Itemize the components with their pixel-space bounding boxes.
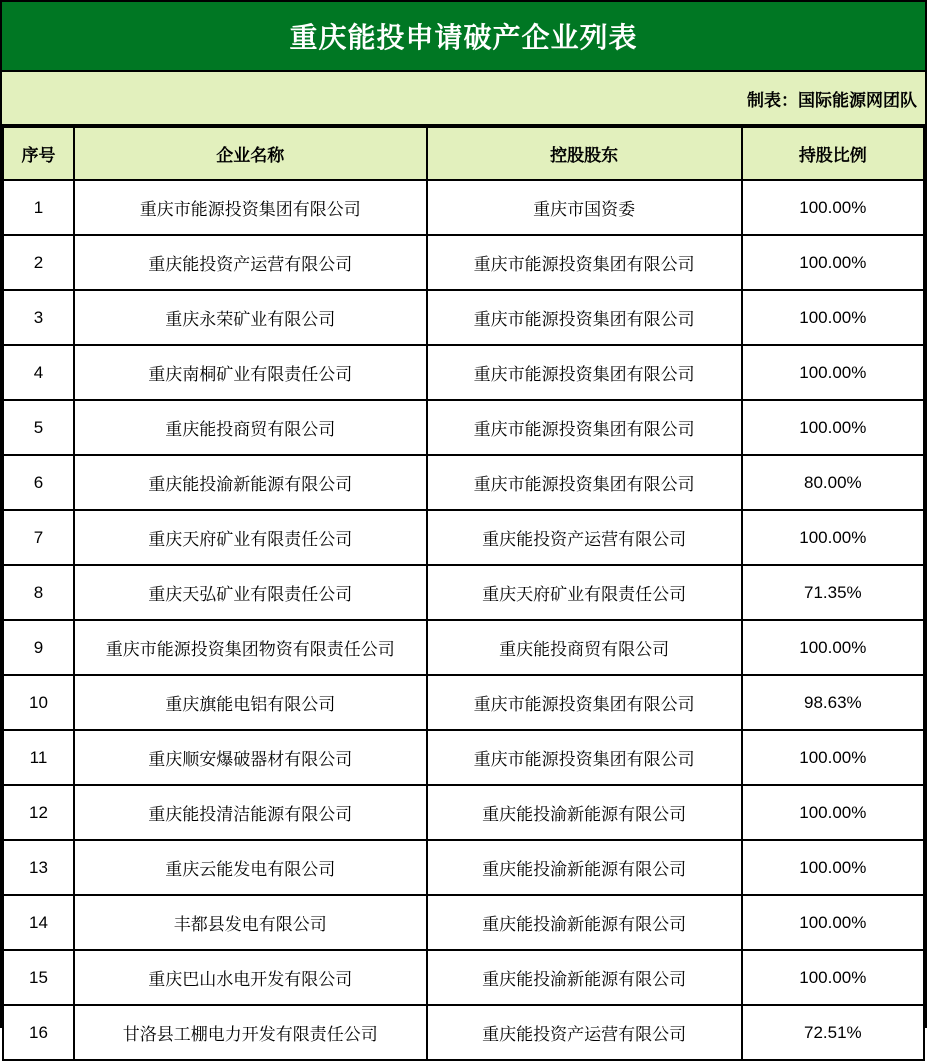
column-header-index: 序号 bbox=[3, 127, 74, 180]
cell-index: 15 bbox=[3, 950, 74, 1005]
cell-company-name: 重庆旗能电铝有限公司 bbox=[74, 675, 427, 730]
cell-controlling-shareholder: 重庆市能源投资集团有限公司 bbox=[427, 730, 742, 785]
cell-index: 12 bbox=[3, 785, 74, 840]
cell-index: 8 bbox=[3, 565, 74, 620]
cell-shareholding-ratio: 100.00% bbox=[742, 235, 924, 290]
byline-row bbox=[2, 72, 925, 126]
table-row bbox=[3, 455, 924, 510]
column-header-shareholding-ratio: 持股比例 bbox=[742, 127, 924, 180]
cell-controlling-shareholder: 重庆能投渝新能源有限公司 bbox=[427, 840, 742, 895]
table-row bbox=[3, 565, 924, 620]
cell-company-name: 重庆顺安爆破器材有限公司 bbox=[74, 730, 427, 785]
cell-company-name: 甘洛县工棚电力开发有限责任公司 bbox=[74, 1005, 427, 1060]
table-row bbox=[3, 290, 924, 345]
cell-controlling-shareholder: 重庆市能源投资集团有限公司 bbox=[427, 400, 742, 455]
cell-shareholding-ratio: 100.00% bbox=[742, 510, 924, 565]
cell-shareholding-ratio: 100.00% bbox=[742, 345, 924, 400]
cell-controlling-shareholder: 重庆市能源投资集团有限公司 bbox=[427, 455, 742, 510]
cell-company-name: 重庆南桐矿业有限责任公司 bbox=[74, 345, 427, 400]
table-row bbox=[3, 510, 924, 565]
table-row bbox=[3, 1005, 924, 1060]
cell-index: 3 bbox=[3, 290, 74, 345]
table-row bbox=[3, 235, 924, 290]
cell-shareholding-ratio: 100.00% bbox=[742, 730, 924, 785]
cell-index: 14 bbox=[3, 895, 74, 950]
cell-index: 2 bbox=[3, 235, 74, 290]
cell-index: 10 bbox=[3, 675, 74, 730]
cell-shareholding-ratio: 100.00% bbox=[742, 180, 924, 235]
cell-index: 7 bbox=[3, 510, 74, 565]
cell-company-name: 重庆市能源投资集团有限公司 bbox=[74, 180, 427, 235]
cell-index: 9 bbox=[3, 620, 74, 675]
table-row bbox=[3, 730, 924, 785]
cell-index: 6 bbox=[3, 455, 74, 510]
cell-index: 11 bbox=[3, 730, 74, 785]
header-row bbox=[3, 127, 924, 180]
table-row bbox=[3, 675, 924, 730]
cell-shareholding-ratio: 100.00% bbox=[742, 895, 924, 950]
table-row bbox=[3, 895, 924, 950]
cell-index: 5 bbox=[3, 400, 74, 455]
cell-index: 13 bbox=[3, 840, 74, 895]
cell-index: 16 bbox=[3, 1005, 74, 1060]
cell-index: 4 bbox=[3, 345, 74, 400]
cell-shareholding-ratio: 100.00% bbox=[742, 290, 924, 345]
cell-controlling-shareholder: 重庆能投商贸有限公司 bbox=[427, 620, 742, 675]
cell-company-name: 重庆能投清洁能源有限公司 bbox=[74, 785, 427, 840]
table-row bbox=[3, 180, 924, 235]
cell-controlling-shareholder: 重庆市国资委 bbox=[427, 180, 742, 235]
cell-company-name: 重庆天府矿业有限责任公司 bbox=[74, 510, 427, 565]
cell-controlling-shareholder: 重庆天府矿业有限责任公司 bbox=[427, 565, 742, 620]
cell-index: 1 bbox=[3, 180, 74, 235]
column-header-controlling-shareholder: 控股股东 bbox=[427, 127, 742, 180]
table-row bbox=[3, 785, 924, 840]
cell-company-name: 重庆市能源投资集团物资有限责任公司 bbox=[74, 620, 427, 675]
cell-company-name: 重庆天弘矿业有限责任公司 bbox=[74, 565, 427, 620]
cell-shareholding-ratio: 100.00% bbox=[742, 950, 924, 1005]
cell-company-name: 重庆永荣矿业有限公司 bbox=[74, 290, 427, 345]
page-title: 重庆能投申请破产企业列表 bbox=[2, 2, 925, 72]
cell-shareholding-ratio: 100.00% bbox=[742, 840, 924, 895]
cell-shareholding-ratio: 100.00% bbox=[742, 400, 924, 455]
table-row bbox=[3, 840, 924, 895]
cell-shareholding-ratio: 71.35% bbox=[742, 565, 924, 620]
cell-controlling-shareholder: 重庆能投渝新能源有限公司 bbox=[427, 895, 742, 950]
cell-controlling-shareholder: 重庆能投资产运营有限公司 bbox=[427, 510, 742, 565]
cell-company-name: 重庆能投资产运营有限公司 bbox=[74, 235, 427, 290]
cell-controlling-shareholder: 重庆市能源投资集团有限公司 bbox=[427, 345, 742, 400]
cell-shareholding-ratio: 98.63% bbox=[742, 675, 924, 730]
table-row bbox=[3, 620, 924, 675]
table-row bbox=[3, 400, 924, 455]
cell-shareholding-ratio: 100.00% bbox=[742, 620, 924, 675]
cell-company-name: 重庆巴山水电开发有限公司 bbox=[74, 950, 427, 1005]
cell-controlling-shareholder: 重庆能投资产运营有限公司 bbox=[427, 1005, 742, 1060]
cell-company-name: 重庆能投渝新能源有限公司 bbox=[74, 455, 427, 510]
cell-controlling-shareholder: 重庆能投渝新能源有限公司 bbox=[427, 785, 742, 840]
cell-controlling-shareholder: 重庆市能源投资集团有限公司 bbox=[427, 290, 742, 345]
cell-shareholding-ratio: 80.00% bbox=[742, 455, 924, 510]
cell-shareholding-ratio: 72.51% bbox=[742, 1005, 924, 1060]
byline-text: 制表：国际能源网团队 bbox=[747, 90, 917, 110]
cell-shareholding-ratio: 100.00% bbox=[742, 785, 924, 840]
companies-table bbox=[2, 126, 925, 1061]
cell-controlling-shareholder: 重庆能投渝新能源有限公司 bbox=[427, 950, 742, 1005]
cell-controlling-shareholder: 重庆市能源投资集团有限公司 bbox=[427, 235, 742, 290]
cell-company-name: 丰都县发电有限公司 bbox=[74, 895, 427, 950]
cell-company-name: 重庆云能发电有限公司 bbox=[74, 840, 427, 895]
cell-company-name: 重庆能投商贸有限公司 bbox=[74, 400, 427, 455]
cell-controlling-shareholder: 重庆市能源投资集团有限公司 bbox=[427, 675, 742, 730]
column-header-company-name: 企业名称 bbox=[74, 127, 427, 180]
table-row bbox=[3, 950, 924, 1005]
table-row bbox=[3, 345, 924, 400]
